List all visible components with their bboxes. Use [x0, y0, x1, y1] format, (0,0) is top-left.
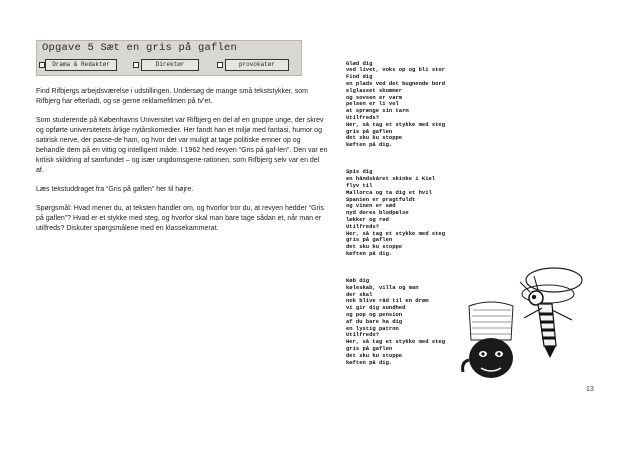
paragraph-intro: Find Rifbjergs arbejdsværelse i udstillingen. Undersøg de mange små tekststykker, som Rifbjerg har efterladt, og se gerne reklamefilmen på tv’et.	[36, 88, 308, 105]
paragraph-instruction: Læs tekstuddraget fra “Gris på gaflen” her til højre.	[36, 186, 194, 193]
chef-head-illustration	[455, 300, 527, 396]
poem-stanza: Køb dig køleskab, villa og man der skal nok blive råd til en drøm vi gir dig sundhed og pop og pension af du bare ha dig en lystig patron Utilfreds? Her, så tag et stykke med steg gris på gaflen det sku ku stoppe kæften på dig.	[346, 277, 446, 366]
paragraph-background: Som studerende på Københavns Universitet var Rifbjerg en del af en gruppe unge, der skrev og opførte universitetets årlige nytårskomedier. Her fandt han et miljø med fantasi, humor og satirisk nerve, der passe-de ham, og hvor det var muligt at tage politiske emner op og behandle dem på en vittig og intelligent måde. I 1962 hed revyen “Gris på gaf-len”. Den var en kritisk skildring af samfundet – og især ungdomsgene-rationen, som Rifbjerg selv var en del af.	[36, 117, 328, 174]
paragraph-questions: Spørgsmål: Hvad mener du, at teksten handler om, og hvorfor tror du, at revyen hedder “Gris på gaflen”? Hvad er et stykke med steg, og hvorfor skal man bare tage sådan et, når man er utilfreds? Diskuter spørgsmålene med en klassekammerat.	[36, 205, 324, 232]
exercise-header-stamp	[36, 40, 302, 76]
role-tag-drama: Drama & Redaktør	[45, 59, 117, 71]
checkbox-mark	[217, 62, 223, 68]
poem-stanza: Spis dig en håndskåret skinke i Kiel flyv til Mallorca og ta dig et hvil Spanien er pragtfuldt og vinen er sød nyd deres blodpølse lækker og rød Utilfreds? Her, så tag et stykke med steg gris på gaflen det sku ku stoppe kæften på dig.	[346, 168, 446, 257]
role-tag-provocateur: provokatør	[225, 59, 289, 71]
page-number: 13	[586, 386, 594, 393]
role-tag-director: Direktør	[141, 59, 199, 71]
exercise-title: Opgave 5 Sæt en gris på gaflen	[42, 42, 238, 54]
body-text	[36, 87, 328, 243]
poem-stanza: Glæd dig ved livet, voks op og bli stor Find dig en plads ved det bugnende bord elglasset skummer og sovsen er varm pelsen er li vel at sprænge sin tarm Utilfreds? Her, så tag et stykke med steg gris på gaflen det sku ku stoppe kæften på dig.	[346, 59, 446, 149]
checkbox-mark	[133, 62, 139, 68]
